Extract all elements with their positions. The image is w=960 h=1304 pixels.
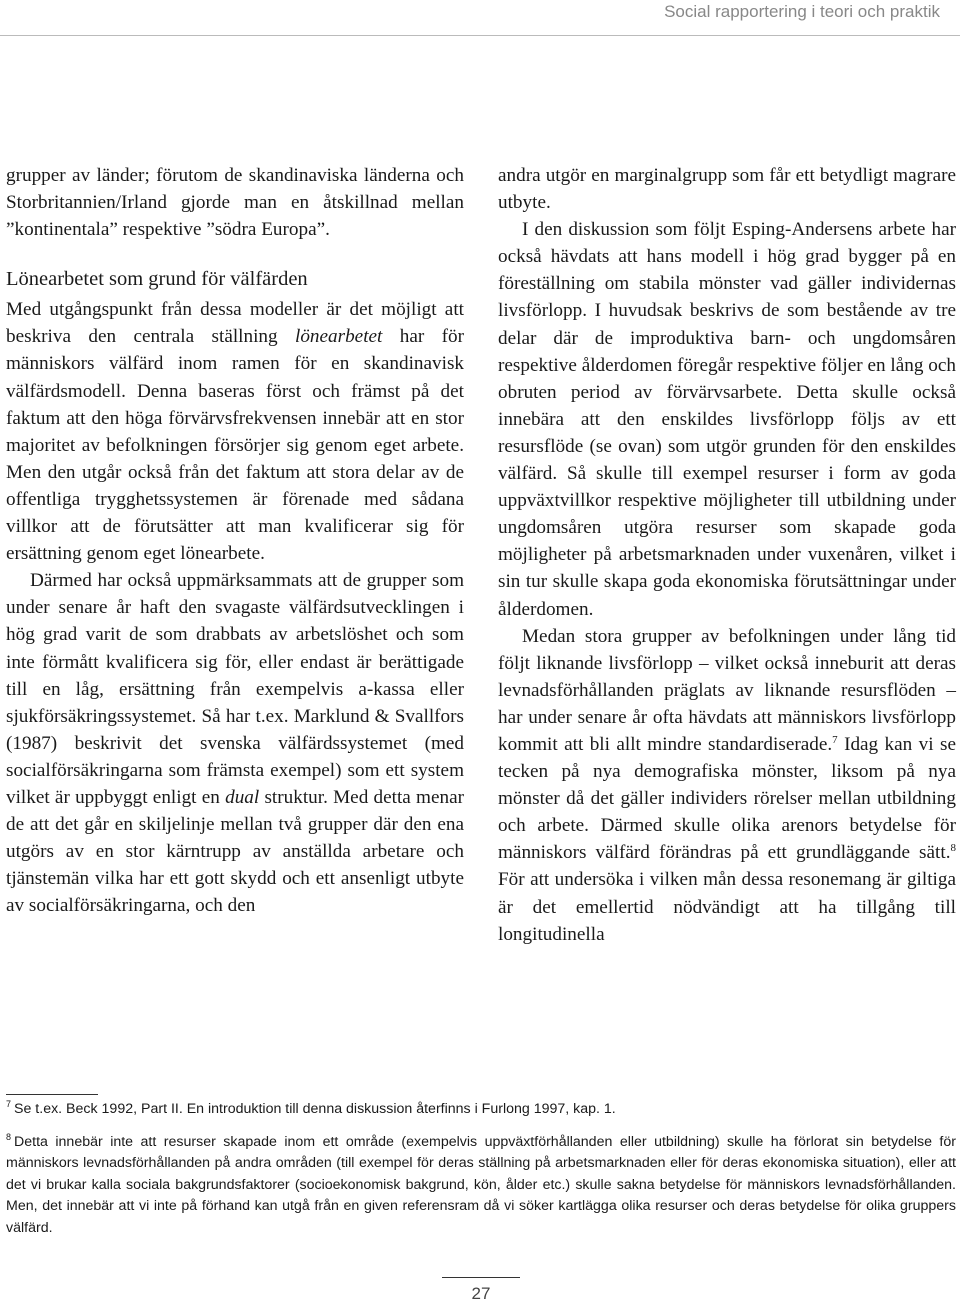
paragraph: andra utgör en marginalgrupp som får ett betydligt magrare utbyte. [498, 165, 956, 214]
italic-term: dual [225, 786, 260, 808]
text-run: Därmed har också uppmärksammats att de grupper som under senare år haft den svagaste välfärdsutvecklingen i hög grad varit de som drabbats av arbetslöshet och som inte förmått kvalificera sig för, eller endast är berättigade till en låg, ersättning från exempelvis a-kassa eller sjukförsäkringssystemet. Så har t.ex. Marklund & Svallfors (1987) beskrivit det svenska välfärdssystemet (med socialförsäkringarna som främsta exempel) som ett system vilket är uppbyggt enligt en [6, 570, 464, 808]
footnote [6, 1132, 956, 1240]
text-run: Med utgångspunkt från dessa modeller är det möjligt att beskriva den centrala ställning [6, 299, 464, 348]
paragraph [498, 623, 956, 948]
text-run: För att undersöka i vilken mån dessa resonemang är giltiga är det emellertid nödvändigt att ha tillgång till longitudinella [498, 869, 956, 945]
footnote-text: Se t.ex. Beck 1992, Part II. En introduktion till denna diskussion återfinns i Furlong 1997, kap. 1. [14, 1101, 616, 1117]
paragraph: I den diskussion som följt Esping-Andersens arbete har också hävdats att hans modell i hög grad bygger på en föreställning om stabila mönster vad gäller individernas livsförlopp. I huvudsak beskrivs de som bestående av tre delar där de improduktiva barn- och ungdomsåren respektive ålderdomen föregår respektive följer en lång och obruten period av förvärvsarbete. Detta skulle också innebära att den enskildes livsförlopp följs av ett resursflöde (se ovan) som utgör grunden för den enskildes välfärd. Så skulle till exempel resurser i form av goda uppväxtvillkor respektive möjligheter till utbildning under ungdomsåren utgöra resurser som skapade goda möjligheter på arbetsmarknaden under vuxenåren, vilket i sin tur skulle skapa goda ekonomiska förutsättningar under ålderdomen. [498, 219, 956, 620]
paragraph [6, 296, 464, 567]
page-number-rule [442, 1277, 520, 1278]
section-heading: Lönearbetet som grund för välfärden [6, 268, 308, 291]
footnote-ref-8[interactable]: 8 [950, 842, 956, 855]
page-number: 27 [471, 1284, 491, 1303]
right-column [498, 162, 956, 948]
text-run: Medan stora grupper av befolkningen under lång tid följt liknande livsförlopp – vilket också inneburit att deras levnadsförhållanden präglats av liknande resursflöden – har under senare år ofta hävdats att människors livsförlopp kommit att bli allt mindre standardiserade. [498, 625, 956, 755]
paragraph: grupper av länder; förutom de skandinaviska länderna och Storbritannien/Irland gjorde man en åtskillnad mellan ”kontinentala” respektive ”södra Europa”. [6, 165, 464, 241]
footnote-mark: 8 [6, 1131, 12, 1142]
italic-term: lönearbetet [294, 326, 383, 348]
text-run: Idag kan vi se tecken på nya demografiska mönster, liksom på nya mönster då det gäller individers rörelser mellan utbildning och arbete. Därmed skulle olika arenors betydelse för människors välfärd förändras på ett grundläggande sätt. [498, 733, 956, 864]
footnote-ref-7[interactable]: 7 [832, 733, 838, 746]
footnotes [6, 1099, 956, 1240]
footnote [6, 1099, 956, 1121]
text-run: struktur. Med detta menar de att det går en skiljelinje mellan två grupper där den ena utgörs av en stor kärntrupp av anställda arbetare och tjänstemän vilka har ett gott skydd och ett ansenligt utbyte av socialförsäkringarna, och den [6, 786, 464, 917]
paragraph [6, 567, 464, 919]
text-run: har för människors välfärd inom ramen för en skandinavisk välfärdsmodell. Denna baseras först och främst på det faktum att den höga förvärvsfrekvensen innebär att en stor majoritet av befolkningen försörjer sig genom eget arbete. Men den utgår också från det faktum att stora delar av de offentliga trygghetssystemen är förenade med sådana villkor att de förutsätter att man kvalificerar sig för ersättning genom eget lönearbete. [6, 326, 464, 565]
left-column [6, 162, 464, 919]
footnote-text: Detta innebär inte att resurser skapade inom ett område (exempelvis uppväxtförhållanden eller utbildning) skulle ha förlorat sin betydelse för människors levnadsförhållanden på andra områden (till exempel för deras ställning på arbetsmarknaden eller för deras ekonomiska situation), eller att det vi brukar kalla sociala bakgrundsfaktorer (socioekonomisk bakgrund, kön, ålder etc.) skulle sakna betydelse för människors levnadsförhållanden. Men, det innebär att vi inte på förhand kan utgå från en given referensram då vi söker kartlägga olika resurser och deras betydelse för olika gruppers välfärd. [6, 1133, 956, 1236]
footnote-divider [6, 1094, 98, 1095]
running-head [0, 0, 960, 36]
running-title: Social rapportering i teori och praktik [664, 2, 940, 21]
footnote-mark: 7 [6, 1099, 12, 1109]
